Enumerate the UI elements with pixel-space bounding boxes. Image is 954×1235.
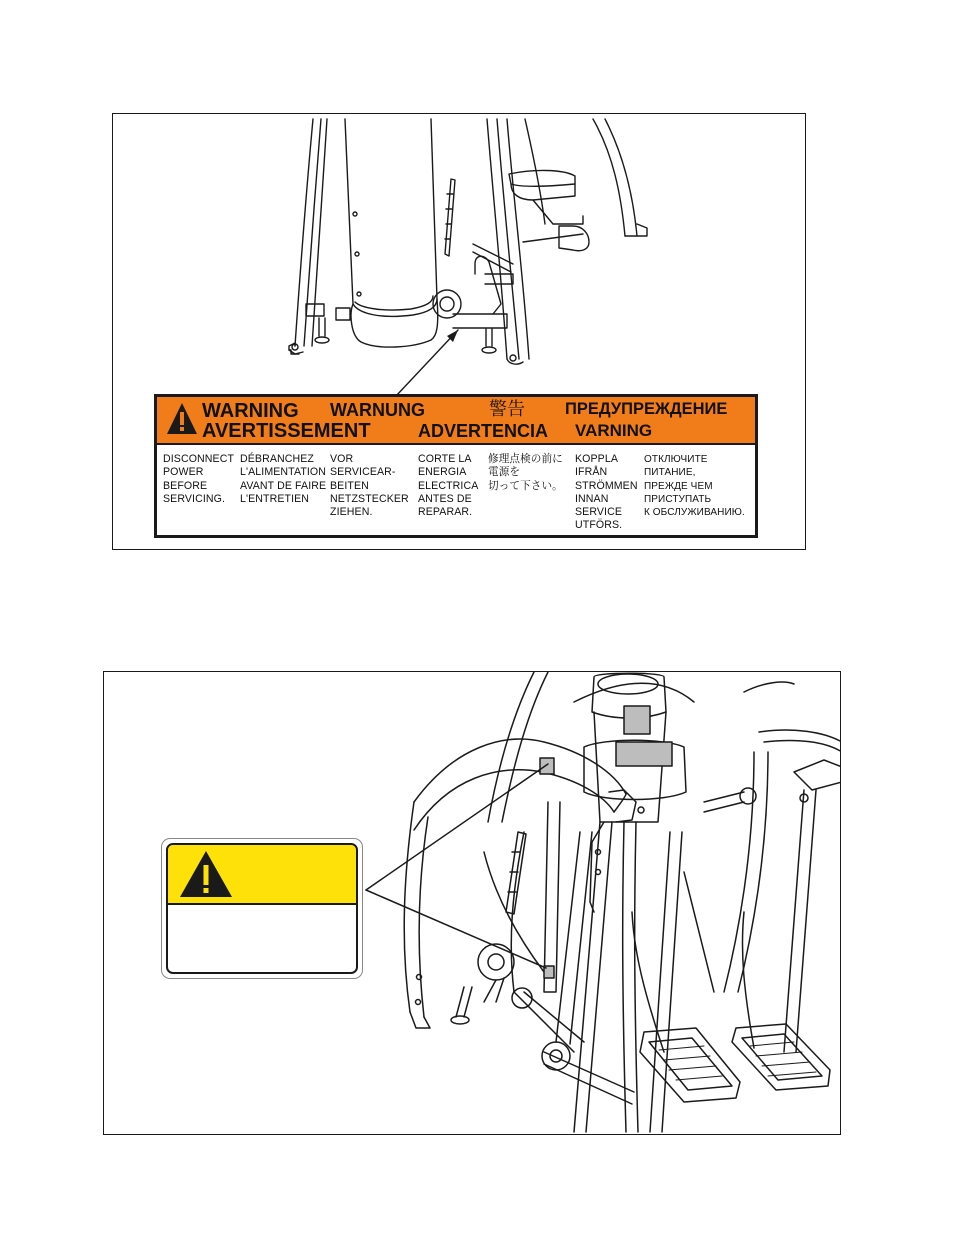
instruction-ru: ОТКЛЮЧИТЕ ПИТАНИЕ, ПРЕЖДЕ ЧЕМ ПРИСТУПАТЬ К ОБСЛУЖИВАНИЮ.	[644, 454, 745, 519]
caution-label-frame	[166, 843, 358, 974]
header-ja: 警告	[489, 399, 525, 419]
figure-2-caution-location	[103, 671, 841, 1135]
header-en: WARNING	[202, 400, 299, 422]
header-ru: ПРЕДУПРЕЖДЕНИЕ	[565, 400, 728, 418]
figure-1-warning-location	[112, 113, 806, 550]
instruction-ja: 修理点検の前に 電源を 切って下さい。	[488, 453, 563, 492]
instruction-sv: KOPPLA IFRÅN STRÖMMEN INNAN SERVICE UTFÖRS.	[575, 453, 638, 532]
header-fr: AVERTISSEMENT	[202, 420, 371, 442]
instruction-fr: DÉBRANCHEZ L'ALIMENTATION AVANT DE FAIRE L'ENTRETIEN	[240, 453, 327, 505]
warning-label-body	[157, 445, 755, 535]
warning-triangle-icon	[176, 847, 236, 901]
header-es: ADVERTENCIA	[418, 421, 549, 441]
instruction-de: VOR SERVICEAR- BEITEN NETZSTECKER ZIEHEN.	[330, 453, 409, 519]
instruction-en: DISCONNECT POWER BEFORE SERVICING.	[163, 453, 235, 505]
warning-triangle-icon	[165, 401, 199, 437]
header-sv: VARNING	[575, 421, 653, 440]
instruction-es: CORTE LA ENERGIA ELECTRICA ANTES DE REPARAR.	[418, 453, 479, 519]
caution-label-band	[168, 845, 356, 905]
caution-label-blank	[161, 838, 363, 979]
warning-label-header	[157, 397, 755, 445]
caution-label-text-area	[168, 905, 356, 970]
header-de: WARNUNG	[330, 400, 425, 420]
warning-label	[154, 394, 758, 538]
